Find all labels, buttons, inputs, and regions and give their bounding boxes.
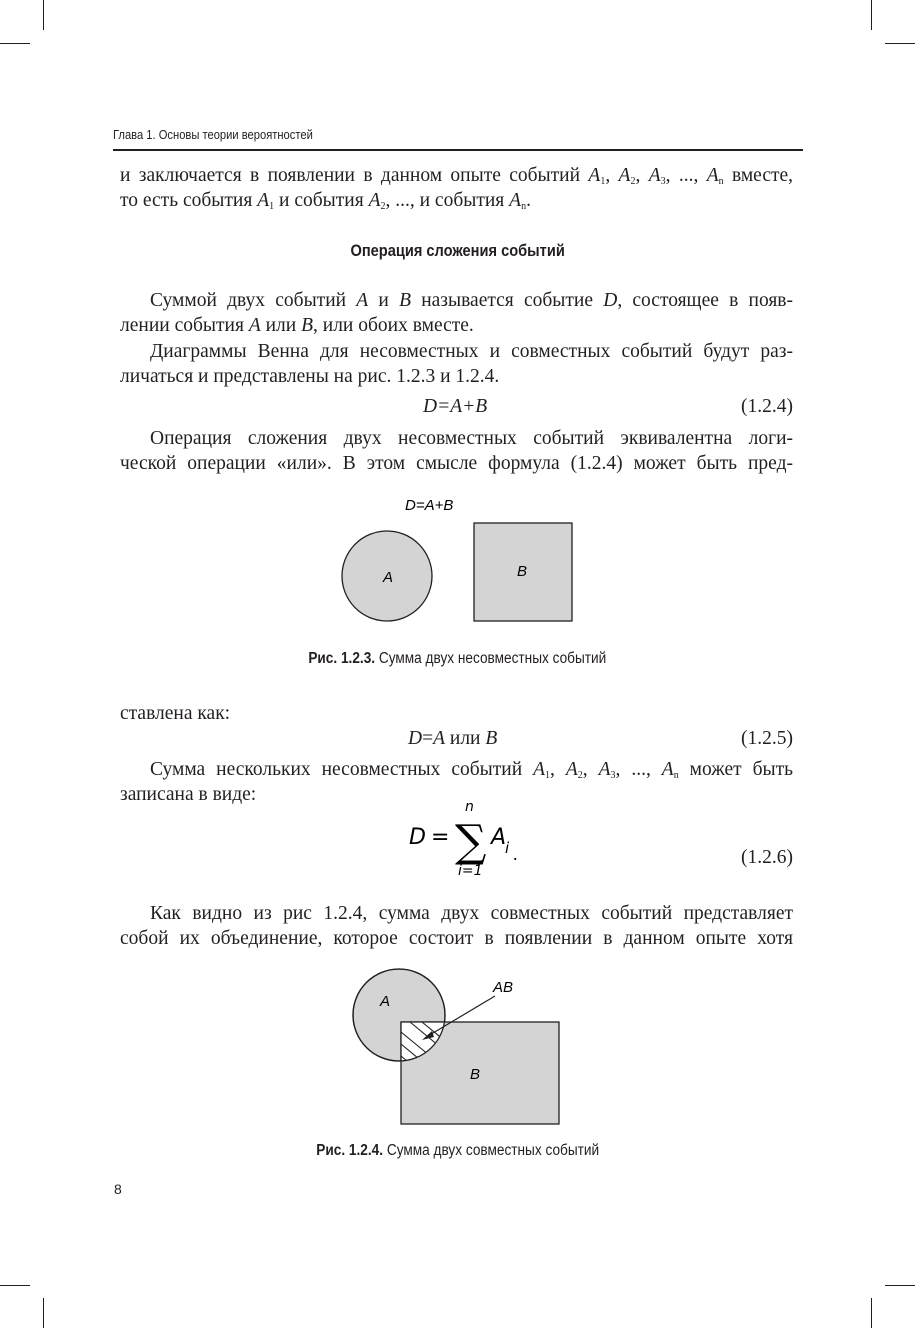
logic-paragraph-line-2: ческой операции «или». В этом смысле формула (1.2.4) может быть пред-	[120, 453, 793, 474]
several-events-line-1: Сумма нескольких несовместных событий $A_1$, $A_2$, $A_3$, ..., $A_n$ может быть	[150, 759, 794, 781]
square-b-label: B	[517, 563, 528, 580]
section-title: Операция сложения событий	[350, 241, 565, 260]
sigma-symbol: ∑	[455, 816, 487, 867]
circle-a-label: A	[383, 569, 394, 586]
crop-mark	[0, 1285, 30, 1286]
equation-number-1-2-6: (1.2.6)	[741, 847, 793, 868]
sum-definition-line-2: лении события A или B, или обоих вместе.	[120, 315, 474, 336]
sum-definition-line-1: Суммой двух событий A и B называется событие D, состоящее в появ-	[150, 290, 793, 311]
equation-number-1-2-5: (1.2.5)	[741, 728, 793, 749]
union-paragraph-line-2: собой их объединение, которое состоит в появлении в данном опыте хотя	[120, 928, 793, 949]
header-rule	[113, 149, 803, 151]
intro-line-2: то есть события $A_1$ и события $A_2$, ..., и события $A_n$.	[120, 190, 531, 212]
intro-line-1: и заключается в появлении в данном опыте событий $A_1$, $A_2$, $A_3$, ..., $A_n$ вместе,	[120, 165, 794, 187]
union-paragraph-line-1: Как видно из рис 1.2.4, сумма двух совместных событий представляет	[150, 903, 793, 924]
sum-lower-limit: i=1	[458, 863, 483, 879]
logic-paragraph-line-1: Операция сложения двух несовместных событий эквивалентна логи-	[150, 428, 793, 449]
figure-1-2-4-caption: Рис. 1.2.4. Сумма двух совместных событий	[316, 1142, 599, 1159]
equation-1-2-6	[405, 796, 535, 884]
crop-mark	[43, 1298, 44, 1328]
figure-1-2-3	[330, 488, 590, 628]
crop-mark	[0, 43, 30, 44]
venn-paragraph-line-1: Диаграммы Венна для несовместных и совместных событий будут раз-	[150, 341, 793, 362]
continuation-text: ставлена как:	[120, 703, 231, 724]
figure-1-2-3-caption: Рис. 1.2.3. Сумма двух несовместных событий	[308, 650, 607, 667]
equation-number-1-2-4: (1.2.4)	[741, 396, 793, 417]
sum-equals: =	[431, 825, 450, 850]
figure-1-2-4	[340, 960, 580, 1130]
intersection-ab-label: AB	[493, 979, 514, 996]
crop-mark	[871, 0, 872, 30]
equation-1-2-4: D=A+B	[423, 396, 488, 417]
sum-term-index: i	[505, 839, 510, 857]
running-head: Глава 1. Основы теории вероятностей	[113, 127, 313, 142]
several-events-line-2: записана в виде:	[120, 784, 257, 805]
sum-term: A	[491, 825, 507, 850]
page-number: 8	[114, 1181, 122, 1197]
crop-mark	[885, 1285, 915, 1286]
rect-b-label: B	[470, 1066, 481, 1083]
crop-mark	[43, 0, 44, 30]
equation-1-2-5: D=A или B	[408, 728, 498, 749]
crop-mark	[871, 1298, 872, 1328]
sum-lhs: D	[409, 825, 426, 850]
circle-a-label: A	[380, 993, 391, 1010]
figure-1-2-3-top-label: D=A+B	[405, 497, 454, 514]
crop-mark	[885, 43, 915, 44]
sum-dot: .	[513, 844, 518, 864]
sum-upper-limit: n	[465, 799, 474, 815]
venn-paragraph-line-2: личаться и представлены на рис. 1.2.3 и 1.2.4.	[120, 366, 500, 387]
